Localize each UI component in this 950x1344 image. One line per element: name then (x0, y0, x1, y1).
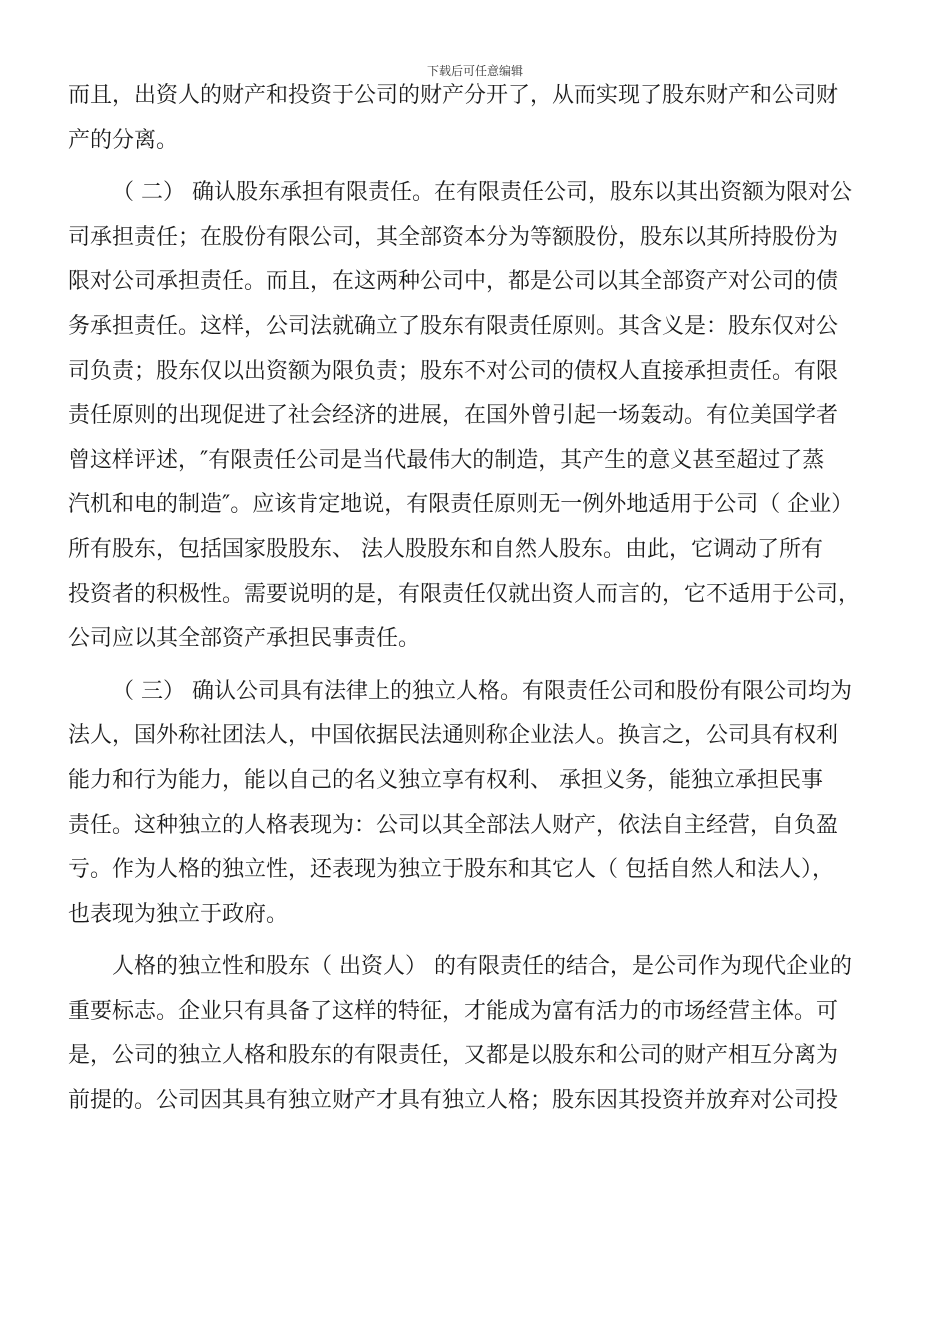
paragraph-line: 产的分离。 (68, 127, 179, 153)
paragraph-line: 务承担责任。这样，公司法就确立了股东有限责任原则。其含义是：股东仅对公 (68, 313, 839, 339)
document-body (68, 74, 882, 1124)
paragraph-line: 人格的独立性和股东（ 出资人） 的有限责任的结合，是公司作为现代企业的 (112, 954, 852, 980)
paragraph-line: 所有股东，包括国家股股东、 法人股股东和自然人股东。由此，它调动了所有 (68, 536, 823, 562)
paragraph-line: 也表现为独立于政府。 (68, 901, 289, 927)
paragraph-line: 公司应以其全部资产承担民事责任。 (68, 626, 421, 652)
paragraph-line: 责任。这种独立的人格表现为：公司以其全部法人财产，依法自主经营，自负盈 (68, 812, 839, 838)
paragraph-line: （ 二） 确认股东承担有限责任。在有限责任公司，股东以其出资额为限对公 (112, 180, 852, 206)
paragraph-line: 法人，国外称社团法人，中国依据民法通则称企业法人。换言之，公司具有权利 (68, 723, 839, 749)
paragraph-line: 汽机和电的制造″。应该肯定地说，有限责任原则无一例外地适用于公司（ 企业） (68, 492, 854, 518)
paragraph-1 (68, 74, 882, 163)
paragraph-line: 重要标志。企业只有具备了这样的特征，才能成为富有活力的市场经营主体。可 (68, 998, 839, 1024)
paragraph-line: 能力和行为能力，能以自己的名义独立享有权利、 承担义务，能独立承担民事 (68, 767, 823, 793)
paragraph-line: 曾这样评述，″有限责任公司是当代最伟大的制造，其产生的意义甚至超过了蒸 (68, 447, 825, 473)
paragraph-2 (68, 171, 882, 662)
paragraph-line: 责任原则的出现促进了社会经济的进展，在国外曾引起一场轰动。有位美国学者 (68, 403, 839, 429)
paragraph-3 (68, 670, 882, 938)
header-note: 下载后可任意编辑 (426, 64, 523, 78)
paragraph-line: 亏。作为人格的独立性，还表现为独立于股东和其它人（ 包括自然人和法人）， (68, 857, 834, 883)
paragraph-4 (68, 945, 882, 1123)
paragraph-line: 而且，出资人的财产和投资于公司的财产分开了，从而实现了股东财产和公司财 (68, 83, 839, 108)
paragraph-line: （ 三） 确认公司具有法律上的独立人格。有限责任公司和股份有限公司均为 (112, 678, 852, 704)
paragraph-line: 司承担责任；在股份有限公司，其全部资本分为等额股份，股东以其所持股份为 (68, 224, 839, 250)
paragraph-line: 限对公司承担责任。而且，在这两种公司中，都是公司以其全部资产对公司的债 (68, 269, 839, 295)
paragraph-line: 投资者的积极性。需要说明的是，有限责任仅就出资人而言的，它不适用于公司， (68, 581, 861, 607)
paragraph-line: 司负责；股东仅以出资额为限负责；股东不对公司的债权人直接承担责任。有限 (68, 358, 839, 384)
paragraph-line: 是，公司的独立人格和股东的有限责任，又都是以股东和公司的财产相互分离为 (68, 1043, 839, 1069)
paragraph-line: 前提的。公司因其具有独立财产才具有独立人格；股东因其投资并放弃对公司投 (68, 1088, 839, 1114)
